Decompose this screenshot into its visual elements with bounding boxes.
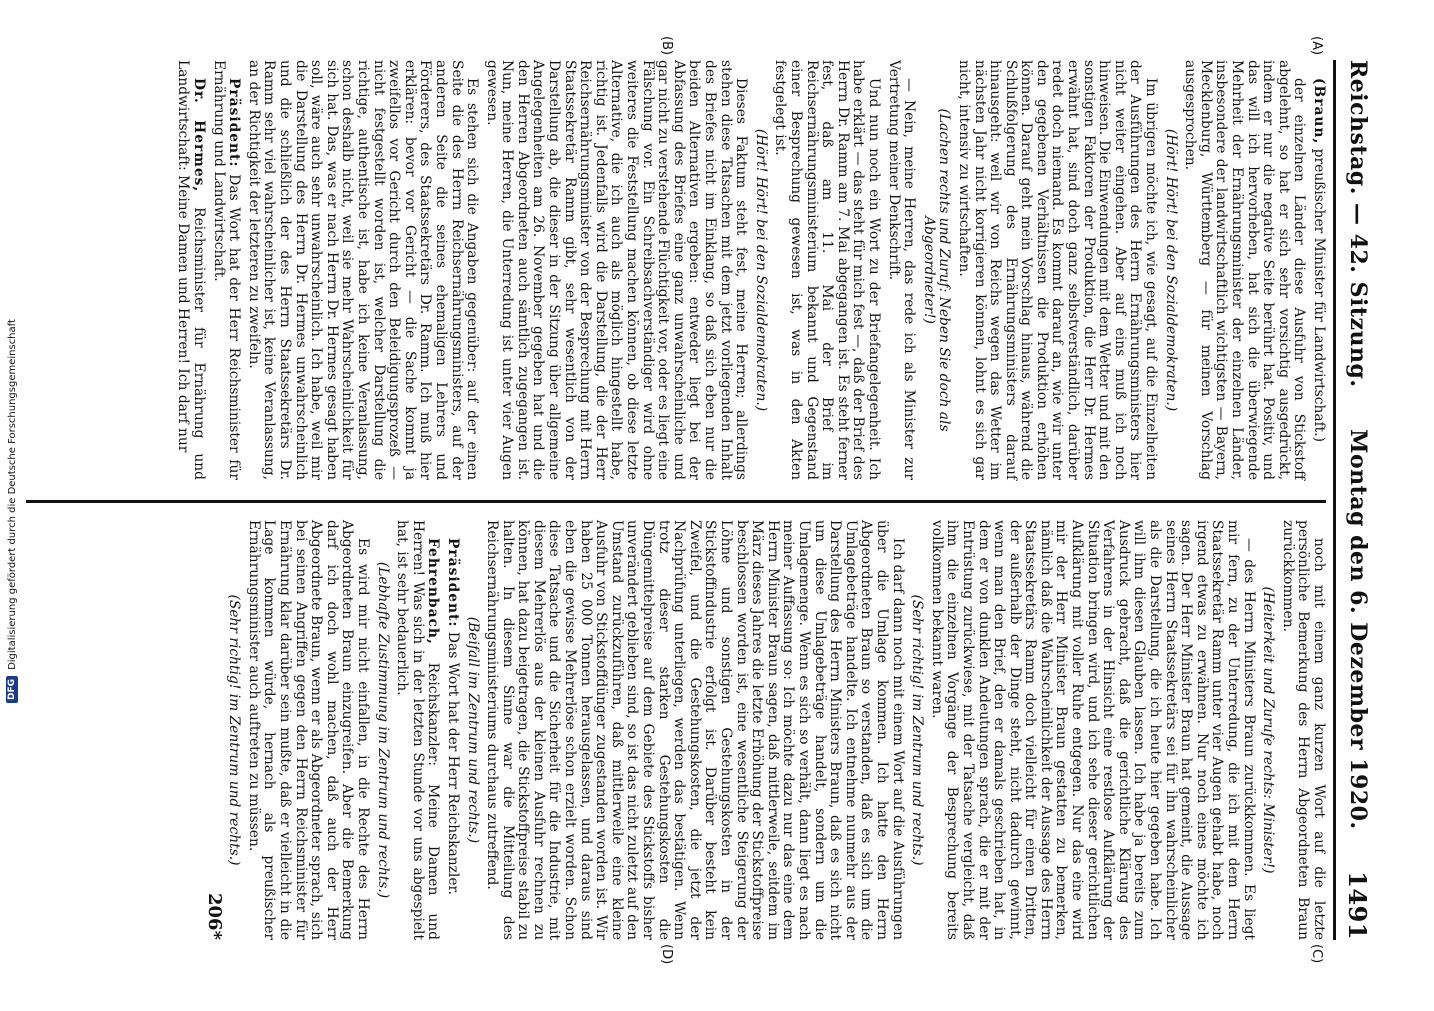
header-center: Montag den 6. Dezember 1920. — [1345, 429, 1371, 830]
speaker-text: preußischer Minister für Landwirtschaft.) — [1311, 144, 1327, 442]
speaker-text: Das Wort hat der Herr Reichskanzler. — [444, 627, 461, 895]
footer — [3, 11, 21, 1011]
speaker-paragraph — [175, 60, 206, 480]
margin-mark-c: (C) — [1309, 944, 1324, 964]
interjection: (Hört! Hört! bei den Sozialdemokraten.) — [1162, 128, 1179, 412]
page-number: 1491 — [1343, 871, 1373, 940]
paragraph: der einzelnen Länder diese Ausfuhr von Stickstoff abgelehnt, so hat er sich sehr vorsichtig ausgedrückt, indem er nur die negative Seite berührt hat. Positiv, und das will ich hervorheben, hat sich die überwiegende Mehrheit der Ernährungsminister der einzelnen Länder, insbesondere der landwirtschaftlich wichtigsten — Bayern, Mecklenburg, Württemberg — für meinen Vorschlag ausgesprochen. — [1182, 60, 1308, 480]
speaker-paragraph — [1310, 60, 1326, 480]
paragraph: Es wird mir nicht einfallen, in die Rechte des Herrn Abgeordneten Braun einzugreifen. Aber die Bemerkung darf ich doch wohl machen, daß auch der Herr Abgeordnete Braun, wenn er als Abgeordneter sprach, sich bei seinen Angriffen gegen den Herrn Reichsminister für Ernährung klar darüber sein mußte, daß er vielleicht in die Lage kommen würde, hernach als preußischer Ernährungsminister auch auftreten zu müssen. — [245, 520, 371, 940]
right-column — [202, 520, 1326, 940]
interjection: (Hört! Hört! bei den Sozialdemokraten.) — [752, 128, 769, 412]
header-rule — [1333, 60, 1336, 940]
paragraph: Es stehen sich die Angaben gegenüber: auf der einen Seite die des Herrn Reichsernährungsministers, auf der anderen Seite die seines ehemaligen Lehrers und Förderers, des Staatssekretärs Dr. Ramm. Ich muß hier erklären: bevor vor Gericht — die Sache kommt ja zweifellos vor Gericht durch den Beleidigungsprozeß — nicht festgestellt worden ist, welcher Darstellung die richtige, authentische ist, habe ich keine Veranlassung, schon deshalb nicht, weil sie mehr Wahrscheinlichkeit für sich hat. Das, was er nach Herrn Dr. Hermes gesagt haben soll, wäre auch sehr unwahrscheinlich. Ich habe, weil mir die Darstellung des Herrn Dr. Hermes unwahrscheinlich und die schließlich der des Herrn Staatssekretärs Dr. Ramm sehr viel wahrscheinlicher ist, keine Veranlassung, an der Richtigkeit der letzteren zu zweifeln. — [245, 60, 481, 480]
interjection: (Lebhafte Zustimmung im Zentrum und rechts.) — [374, 561, 391, 899]
paragraph: Dieses Faktum steht fest, meine Herren; allerdings stehen diese Tatsachen mit dem jetzt vorliegenden Inhalt des Briefes nicht im Einklang, so daß sich eben nur die beiden Alternativen ergeben: entweder liegt bei der Abfassung des Briefes eine ganz unwahrscheinliche und gar nicht zu verstehende Flüchtigkeit vor, oder es liegt eine Fälschung vor. Ein Schreibsachverständiger wird ohne weiteres die Feststellung machen können, ob diese letzte Alternative, die ich auch als möglich hingestellt habe, richtig ist. Jedenfalls wird die Darstellung, die der Herr Reichsernährungsminister von der Besprechung mit Herrn Staatssekretär Ramm gibt, sehr wesentlich von der Darstellung ab, die dieser in der Sitzung über allgemeine Angelegenheiten am 26. November gegeben hat und die den Herren Abgeordneten auch sämtlich zugegangen ist. Nun, meine Herren, die Unterredung ist unter vier Augen gewesen. — [483, 60, 750, 480]
paragraph: — Nein, meine Herren, das rede ich als Minister zur Vertretung meiner Denkschrift. — [885, 60, 918, 480]
margin-mark-a: (A) — [1309, 36, 1324, 56]
speaker-paragraph — [394, 520, 441, 940]
speaker-name: Präsident: — [444, 538, 461, 628]
interjection: (Beifall im Zentrum und rechts.) — [464, 616, 481, 844]
speaker-paragraph — [210, 60, 241, 480]
speaker-name: Präsident: — [226, 78, 243, 168]
footer-text: Digitalisierung gefördert durch die Deutsche Forschungsgemeinschaft — [6, 319, 18, 670]
speaker-name: Fehrenbach, — [425, 538, 442, 645]
interjection: (Heiterkeit und Zurufe rechts: Minister!) — [1260, 586, 1277, 874]
column-separator — [26, 500, 1326, 503]
interjection: (Lachen rechts und Zuruf: Neben Sie doch als Abgeordneter!) — [920, 108, 953, 432]
interjection: (Sehr richtig! im Zentrum und rechts.) — [909, 594, 926, 866]
paragraph: — des Herrn Ministers Braun zurückkommen. Es liegt mir fern, zu der Unterredung, die ich mit dem Herrn Staatssekretär Ramm unter vier Augen gehabt habe, noch irgend etwas zu erwähnen. Nur noch eines möchte ich sagen. Der Herr Minister Braun hat gemeint, die Aussage seines Herrn Staatssekretärs sei für ihn wahrscheinlicher als die Darstellung, die ich heute hier gegeben habe. Ich will ihm diesen Glauben lassen. Ich habe ja bereits zum Ausdruck gebracht, daß die gerichtliche Klärung des Verfahrens in der Hinsicht eine restlose Aufklärung der Situation bringen wird, und ich sehe dieser gerichtlichen Aufklärung mit voller Ruhe entgegen. Nur das eine wird mir der Herr Minister Braun gestatten zu bemerken, nämlich daß die Wahrscheinlichkeit der Aussage des Herrn Staatssekretärs Ramm doch vielleicht für einen Dritten, der außerhalb der Dinge steht, nicht dadurch gewinnt, wenn man den Brief, den er damals geschrieben hat, in dem er von dunklen Andeutungen sprach, die er mit der Entrüstung zurückwiese, mit der Tatsache vergleicht, daß ihm die einzelnen Vorgänge der Besprechung bereits vollkommen bekannt waren. — [928, 520, 1257, 940]
margin-mark-b: (B) — [659, 36, 674, 56]
header-left: Reichstag. — 42. Sitzung. — [1345, 60, 1371, 388]
paragraph: Und nun noch ein Wort zu der Briefangelegenheit. Ich habe erklärt — das steht für mich fest —, daß der Brief des Herrn Dr. Ramm am 7. Mai abgegangen ist. Es steht ferner fest, daß am 11. Mai der Brief im Reichsernährungsministerium bekannt und Gegenstand einer Besprechung gewesen ist, was in den Akten festgelegt ist. — [772, 60, 882, 480]
paragraph: Im übrigen möchte ich, wie gesagt, auf die Einzelheiten der Ausführungen des Herrn Ernährungsministers hier nicht weiter eingehen. Aber auf eins muß ich noch hinweisen. Die Einwendungen mit dem Wetter und mit den sonstigen Faktoren der Produktion, die Herr Dr. Hermes erwähnt hat, sind doch ganz selbstverständlich, darüber redet doch niemand. Es kommt darauf an, wie wir unter den gegebenen Verhältnissen die Produktion erhöhen können. Darauf geht mein Vorschlag hinaus, während die Schlußfolgerung des Ernährungsministers darauf hinausgeht: weil wir von Reichs wegen das Wetter im nächsten Jahr nicht korrigieren können, lohnt es sich gar nicht, intensiv zu wirtschaften. — [955, 60, 1160, 480]
sheet-signature: 206* — [203, 893, 225, 940]
interjection: (Sehr richtig! im Zentrum und rechts.) — [226, 594, 243, 866]
speaker-name: (Braun, — [1311, 78, 1327, 145]
speaker-text: Reichsminister für Ernährung und Landwirtschaft: Meine Damen und Herren! Ich darf nur — [175, 60, 208, 480]
speaker-text: Reichskanzler: Meine Damen und Herren! Was sich in der letzten Stunde vor uns abgespielt hat, ist sehr bedauerlich. — [394, 520, 442, 940]
paragraph: noch mit einem ganz kurzen Wort auf die letzte persönliche Bemerkung des Herrn Abgeordneten Braun zurückkommen. — [1279, 520, 1327, 940]
margin-mark-d: (D) — [659, 944, 674, 965]
speaker-name: Dr. Hermes, — [191, 78, 208, 193]
dfg-logo: DFG — [6, 676, 18, 703]
left-column — [171, 60, 1326, 480]
page-header — [1340, 60, 1376, 940]
paragraph: Ich darf dann noch mit einem Wort auf die Ausführungen über die Umlage kommen. Ich hatte den Herrn Abgeordneten Braun so verstanden, daß es sich um die Umlagebeträge handelte. Ich entnehme nunmehr aus der Darstellung des Herrn Ministers Braun, daß es sich nicht um diese Umlagebeträge handelt, sondern um die Umlagemenge. Wenn es sich so verhält, dann liegt es nach meiner Auffassung so: Ich möchte dazu nur das eine dem Herrn Minister Braun sagen, daß mittlerweile, seitdem im März dieses Jahres die letzte Erhöhung der Stickstoffpreise beschlossen worden ist, eine wesentliche Steigerung der Löhne und sonstigen Gestehungskosten in der Stickstoffindustrie erfolgt ist. Darüber besteht kein Zweifel, und die Gestehungskosten, die jetzt der Nachprüfung unterliegen, werden das bestätigen. Wenn trotz dieser starken Gestehungskosten die Düngemittelpreise auf dem Gebiete des Stickstoffs bisher unverändert geblieben sind, so ist das nicht zuletzt auf den Umstand zurückzuführen, daß mittlerweile eine kleine Ausfuhr von Stickstoffdünger zugestanden worden ist. Wir haben 25 000 Tonnen herausgelassen, und daraus sind eben die gewisse Mehrerlöse schon erzielt worden. Schon diese Tatsache und die Sicherheit für die Industrie, mit diesem Mehrerlös aus der kleinen Ausfuhr rechnen zu können, hat dazu beigetragen, die Stickstoffpreise stabil zu halten. In diesem Sinne war die Mitteilung des Reichsernährungsministeriums durchaus zutreffend. — [484, 520, 906, 940]
speaker-text: Das Wort hat der Herr Reichsminister für Ernährung und Landwirtschaft. — [210, 60, 243, 480]
speaker-paragraph — [444, 520, 460, 940]
